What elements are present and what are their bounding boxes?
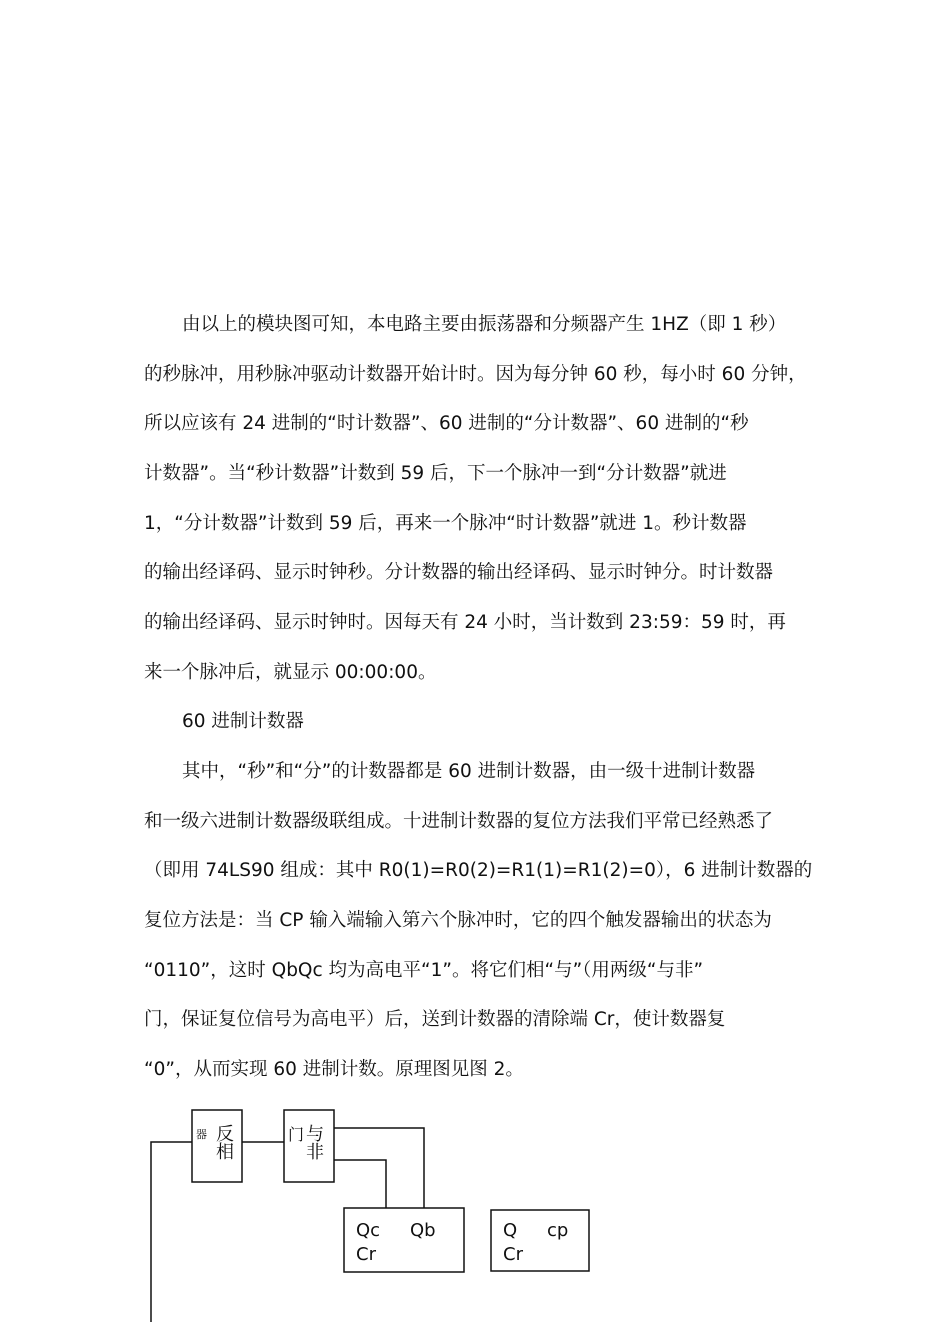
paragraph-line-15: “0”，从而实现 60 进制计数。原理图见图 2。 — [144, 1059, 524, 1080]
paragraph-line-5: 1，“分计数器”计数到 59 后，再来一个脉冲“时计数器”就进 1。秒计数器 — [144, 513, 747, 534]
counter-a-cr: Cr — [356, 1244, 376, 1265]
paragraph-line-14: 门，保证复位信号为高电平）后，送到计数器的清除端 Cr，使计数器复 — [144, 1009, 726, 1030]
paragraph-line-10: 和一级六进制计数器级联组成。十进制计数器的复位方法我们平常已经熟悉了 — [144, 811, 774, 832]
inverter-label-bottom: 相 — [216, 1142, 234, 1163]
counter-a-qc: Qc — [356, 1220, 381, 1241]
paragraph-line-6: 的输出经译码、显示时钟秒。分计数器的输出经译码、显示时钟分。时计数器 — [144, 562, 774, 583]
paragraph-line-9: 其中，“秒”和“分”的计数器都是 60 进制计数器，由一级十进制计数器 — [182, 761, 756, 782]
paragraph-line-13: “0110”，这时 QbQc 均为高电平“1”。将它们相“与”（用两级“与非” — [144, 960, 704, 981]
paragraph-line-1: 由以上的模块图可知，本电路主要由振荡器和分频器产生 1HZ（即 1 秒） — [182, 314, 787, 335]
counter-a-qb: Qb — [410, 1220, 436, 1241]
counter-b-q: Q — [503, 1220, 518, 1241]
paragraph-line-2: 的秒脉冲，用秒脉冲驱动计数器开始计时。因为每分钟 60 秒，每小时 60 分钟， — [144, 364, 807, 385]
circuit-svg — [140, 1100, 610, 1330]
wire-inverter-to-cr — [151, 1142, 192, 1322]
nand-label-bottom: 非 — [306, 1142, 324, 1163]
wire-qb-to-nand — [334, 1128, 424, 1208]
wire-qc-to-nand — [334, 1160, 386, 1208]
paragraph-line-3: 所以应该有 24 进制的“时计数器”、60 进制的“分计数器”、60 进制的“秒 — [144, 413, 749, 434]
paragraph-line-7: 的输出经译码、显示时钟时。因每天有 24 小时，当计数到 23:59：59 时，再 — [144, 612, 786, 633]
inverter-label-top: 反 — [216, 1124, 234, 1145]
section-heading: 60 进制计数器 — [182, 711, 304, 732]
paragraph-line-11: （即用 74LS90 组成：其中 R0(1)=R0(2)=R1(1)=R1(2)=0），6 进制计数器的 — [144, 860, 813, 881]
nand-label-top: 与 — [306, 1124, 324, 1145]
circuit-diagram — [140, 1100, 610, 1330]
inverter-label-side: 器 — [196, 1128, 207, 1141]
paragraph-line-8: 来一个脉冲后，就显示 00:00:00。 — [144, 662, 437, 683]
counter-b-cr: Cr — [503, 1244, 523, 1265]
counter-b-cp: cp — [547, 1220, 569, 1241]
paragraph-line-4: 计数器”。当“秒计数器”计数到 59 后，下一个脉冲一到“分计数器”就进 — [144, 463, 727, 484]
paragraph-line-12: 复位方法是：当 CP 输入端输入第六个脉冲时，它的四个触发器输出的状态为 — [144, 910, 772, 931]
nand-label-side: 门 — [288, 1125, 305, 1144]
